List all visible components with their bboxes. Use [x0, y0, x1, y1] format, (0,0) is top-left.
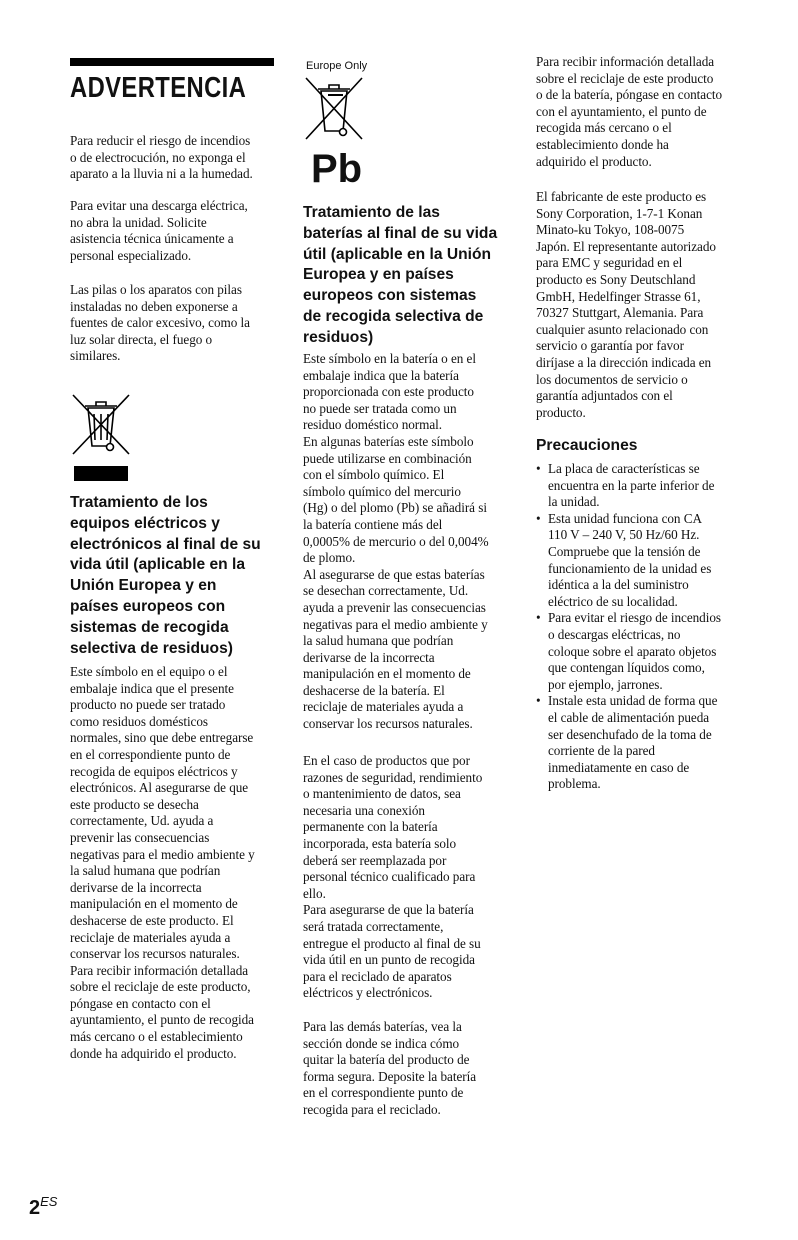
precaution-item: • La placa de características se encuentra en la parte inferior de la unidad.	[536, 461, 756, 511]
page-title: ADVERTENCIA	[70, 72, 247, 104]
battery-disposal-body-1: Este símbolo en la batería o en el embalaje indica que la batería proporcionada con este producto no puede ser tratada como un residuo doméstico normal. En algunas baterías este símbolo puede utilizarse en combinación con el símbolo químico. El símbolo químico del mercurio (Hg) o del plomo (Pb) se añadirá si la batería contiene más del 0,0005% de mercurio o del 0,004% de plomo. Al asegurarse de que estas baterías se desechan correctamente, Ud. ayuda a prevenir las consecuencias negativas para el medio ambiente y la salud humana que podrían derivarse de la incorrecta manipulación en el momento de deshacerse de la batería. El reciclaje de materiales ayuda a conservar los recursos naturales.	[303, 351, 489, 732]
page-number-suffix: ES	[40, 1194, 58, 1209]
electrical-disposal-heading: Tratamiento de los equipos eléctricos y electrónicos al final de su vida útil (aplicable en la Unión Europea y en países europeos con sistemas de recogida selectiva de residuos)	[70, 494, 261, 657]
electrical-disposal-body: Este símbolo en el equipo o el embalaje indica que el presente producto no puede ser tratado como residuos domésticos normales, sino que debe entregarse en el correspondiente punto de recogida de equipos eléctricos y electrónicos. Al asegurarse de que este producto se desecha correctamente, Ud. ayuda a prevenir las consecuencias negativas para el medio ambiente y la salud humana que podrían derivarse de la incorrecta manipulación en el momento de deshacerse de este producto. El reciclaje de materiales ayuda a conservar los recursos naturales. Para recibir información detallada sobre el reciclaje de este producto, póngase en contacto con el ayuntamiento, el punto de recogida más cercano o el establecimiento donde ha adquirido el producto.	[70, 664, 255, 1061]
page-number-value: 2	[29, 1197, 41, 1219]
recycling-info-paragraph: Para recibir información detallada sobre el reciclaje de este producto o de la batería, póngase en contacto con el ayuntamiento, el punto de recogida más cercano o el establecimiento donde ha adquirido el producto.	[536, 54, 723, 169]
warning-paragraph-1: Para reducir el riesgo de incendios o de electrocución, no exponga el aparato a la lluvia ni a la humedad.	[70, 133, 253, 182]
page-number	[29, 1190, 57, 1220]
crossed-bin-icon	[303, 75, 365, 143]
battery-disposal-body-2: En el caso de productos que por razones de seguridad, rendimiento o mantenimiento de datos, sea necesaria una conexión permanente con la batería incorporada, esta batería solo deberá ser reemplazada por personal técnico cualificado para ello. Para asegurarse de que la batería será tratada correctamente, entregue el producto al final de su vida útil en un punto de recogida para el reciclado de aparatos eléctricos y electrónicos.	[303, 753, 483, 1001]
crossed-bin-icon	[70, 392, 132, 458]
battery-disposal-body-3: Para las demás baterías, vea la sección donde se indica cómo quitar la batería del producto de forma segura. Deposite la batería en el correspondiente punto de recogida para el reciclado.	[303, 1019, 477, 1117]
battery-disposal-symbol	[303, 59, 383, 193]
precautions-heading: Precauciones	[536, 437, 638, 454]
precaution-item: • Para evitar el riesgo de incendios o descargas eléctricas, no coloque sobre el aparato objetos que contengan líquidos como, por ejemplo, jarrones.	[536, 610, 756, 693]
pb-symbol: Pb	[311, 147, 363, 191]
warning-paragraph-2: Para evitar una descarga eléctrica, no abra la unidad. Solicite asistencia técnica únicamente a personal especializado.	[70, 198, 248, 263]
precaution-item: • Instale esta unidad de forma que el cable de alimentación pueda ser desenchufado de la toma de corriente de la pared inmediatamente en caso de problema.	[536, 693, 756, 793]
battery-disposal-heading: Tratamiento de las baterías al final de su vida útil (aplicable en la Unión Europea y en países europeos con sistemas de recogida selectiva de residuos)	[303, 204, 498, 346]
europe-only-label: Europe Only	[306, 60, 368, 72]
precaution-item: • Esta unidad funciona con CA 110 V – 240 V, 50 Hz/60 Hz. Compruebe que la tensión de funcionamiento de la unidad es idéntica a la del suministro eléctrico de su localidad.	[536, 511, 756, 611]
precautions-list	[536, 461, 756, 793]
warning-paragraph-3: Las pilas o los aparatos con pilas instaladas no deben exponerse a fuentes de calor excesivo, como la luz solar directa, el fuego o similares.	[70, 282, 250, 364]
bin-bar	[74, 466, 128, 481]
title-rule	[70, 58, 274, 66]
manufacturer-paragraph: El fabricante de este producto es Sony Corporation, 1-7-1 Konan Minato-ku Tokyo, 108-0075 Japón. El representante autorizado para EMC y seguridad en el producto es Sony Deutschland GmbH, Hedelfinger Strasse 61, 70327 Stuttgart, Alemania. Para cualquier asunto relacionado con servicio o garantía por favor diríjase a la dirección indicada en los documentos de servicio o garantía adjuntados con el producto.	[536, 189, 716, 420]
